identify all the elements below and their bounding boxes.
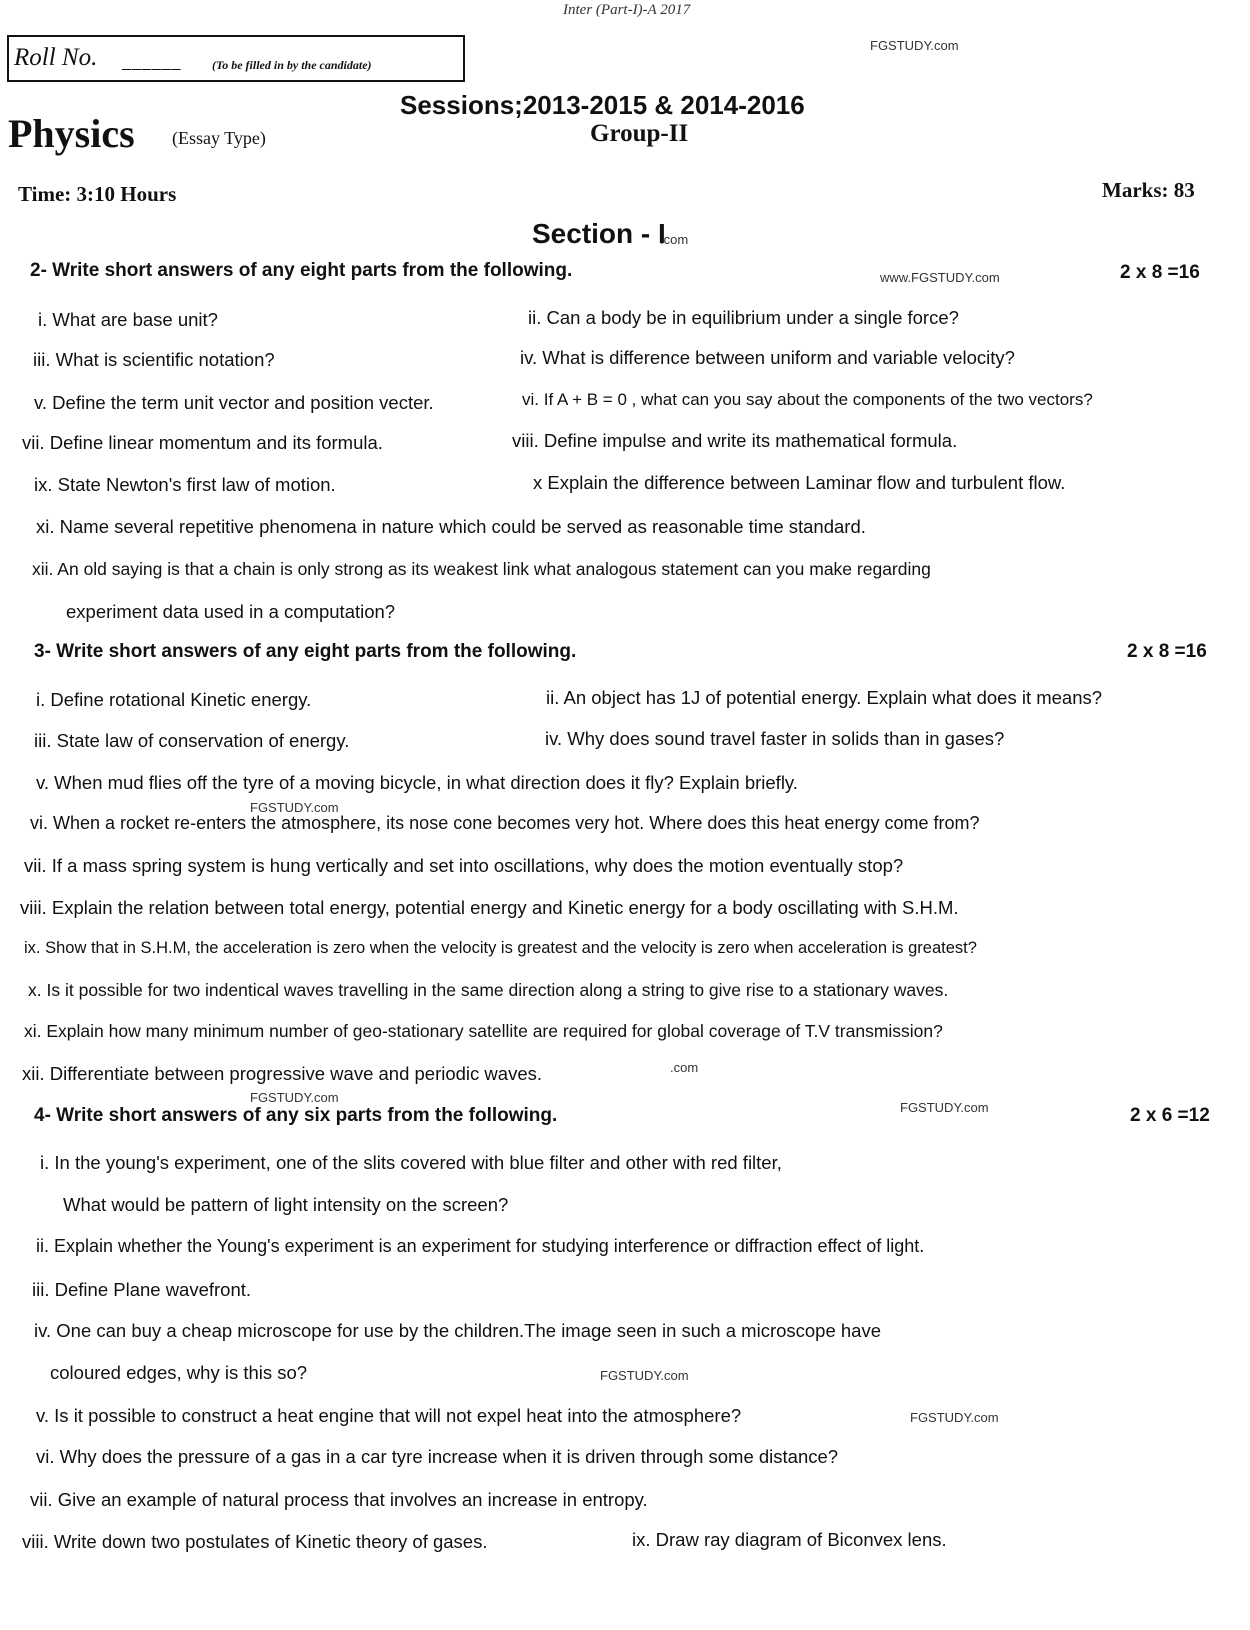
q4-part: i. In the young's experiment, one of the slits covered with blue filter and other with red filter,: [40, 1152, 782, 1173]
roll-number-label: Roll No.: [14, 44, 98, 71]
q4-part: ix. Draw ray diagram of Biconvex lens.: [632, 1529, 947, 1550]
q3-part: v. When mud flies off the tyre of a moving bicycle, in what direction does it fly? Explain briefly.: [36, 772, 798, 793]
q2-part: iii. What is scientific notation?: [33, 349, 275, 370]
q4-heading: 4- Write short answers of any six parts from the following.: [34, 1105, 558, 1126]
q4-part: v. Is it possible to construct a heat engine that will not expel heat into the atmosphere?: [36, 1405, 742, 1426]
q2-part: experiment data used in a computation?: [66, 601, 396, 622]
subject-title: Physics: [8, 111, 135, 156]
q2-part: v. Define the term unit vector and position vecter.: [34, 392, 434, 413]
q4-part: vii. Give an example of natural process that involves an increase in entropy.: [30, 1489, 648, 1510]
q2-part: vi. If A + B = 0 , what can you say about the components of the two vectors?: [522, 390, 1093, 409]
q3-part: iv. Why does sound travel faster in solids than in gases?: [545, 728, 1005, 749]
watermark: FGSTUDY.com: [600, 1368, 689, 1383]
watermark: .com: [670, 1060, 699, 1075]
total-marks: Marks: 83: [1102, 178, 1195, 202]
q3-marks: 2 x 8 =16: [1127, 641, 1207, 662]
q3-part: ix. Show that in S.H.M, the acceleration is zero when the velocity is greatest and the velocity is zero when acceleration is greatest?: [24, 939, 977, 957]
roll-number-hint: (To be filled in by the candidate): [212, 58, 372, 72]
q2-part: i. What are base unit?: [38, 309, 218, 330]
q4-part: What would be pattern of light intensity on the screen?: [63, 1194, 509, 1215]
watermark: FGSTUDY.com: [870, 38, 959, 53]
q2-part: vii. Define linear momentum and its formula.: [22, 432, 383, 453]
subject-type: (Essay Type): [172, 128, 266, 148]
roll-number-blank: ______: [122, 54, 182, 71]
time-label: Time: 3:10 Hours: [18, 182, 177, 206]
q4-marks: 2 x 6 =12: [1130, 1105, 1210, 1126]
q3-part: xi. Explain how many minimum number of geo-stationary satellite are required for global coverage of T.V transmission?: [24, 1021, 943, 1041]
q2-heading: 2- Write short answers of any eight parts from the following.: [30, 260, 573, 281]
q4-part: ii. Explain whether the Young's experiment is an experiment for studying interference or diffraction effect of light.: [36, 1236, 925, 1256]
q3-part: vii. If a mass spring system is hung vertically and set into oscillations, why does the motion eventually stop?: [24, 855, 904, 876]
q2-part: x Explain the difference between Laminar flow and turbulent flow.: [533, 472, 1066, 493]
watermark: FGSTUDY.com: [910, 1410, 999, 1425]
watermark: FGSTUDY.com: [900, 1100, 989, 1115]
q3-part: xii. Differentiate between progressive wave and periodic waves.: [22, 1063, 543, 1084]
watermark: FGSTUDY.com: [250, 800, 339, 815]
q4-part: iv. One can buy a cheap microscope for use by the children.The image seen in such a microscope have: [34, 1320, 882, 1341]
sessions-title: Sessions;2013-2015 & 2014-2016: [400, 90, 805, 120]
q3-part: vi. When a rocket re-enters the atmosphere, its nose cone becomes very hot. Where does this heat energy come from?: [30, 813, 980, 833]
q3-heading: 3- Write short answers of any eight parts from the following.: [34, 641, 577, 662]
q2-part: xii. An old saying is that a chain is only strong as its weakest link what analogous statement can you make regarding: [32, 559, 931, 579]
q2-part: viii. Define impulse and write its mathematical formula.: [512, 430, 958, 451]
section-title: Section - I: [532, 218, 666, 249]
watermark: FGSTUDY.com: [250, 1090, 339, 1105]
q4-part: viii. Write down two postulates of Kinetic theory of gases.: [22, 1531, 488, 1552]
q2-part: iv. What is difference between uniform and variable velocity?: [520, 347, 1015, 368]
q3-part: ii. An object has 1J of potential energy. Explain what does it means?: [546, 687, 1103, 708]
q3-part: viii. Explain the relation between total energy, potential energy and Kinetic energy for a body oscillating with S.H.M.: [20, 897, 959, 918]
watermark: www.FGSTUDY.com: [880, 270, 1000, 285]
q2-part: ix. State Newton's first law of motion.: [34, 474, 336, 495]
watermark: .com: [660, 232, 689, 247]
paper-code: Inter (Part-I)-A 2017: [563, 2, 691, 18]
q3-part: i. Define rotational Kinetic energy.: [36, 689, 312, 710]
q2-part: ii. Can a body be in equilibrium under a single force?: [528, 307, 959, 328]
q2-marks: 2 x 8 =16: [1120, 262, 1200, 283]
q2-part: xi. Name several repetitive phenomena in nature which could be served as reasonable time standard.: [36, 516, 866, 537]
group-title: Group-II: [590, 120, 689, 147]
q4-part: iii. Define Plane wavefront.: [32, 1279, 252, 1300]
q4-part: vi. Why does the pressure of a gas in a car tyre increase when it is driven through some distance?: [36, 1446, 839, 1467]
q3-part: x. Is it possible for two indentical waves travelling in the same direction along a string to give rise to a stationary waves.: [28, 980, 949, 1000]
q3-part: iii. State law of conservation of energy.: [34, 730, 350, 751]
q4-part: coloured edges, why is this so?: [50, 1362, 308, 1383]
